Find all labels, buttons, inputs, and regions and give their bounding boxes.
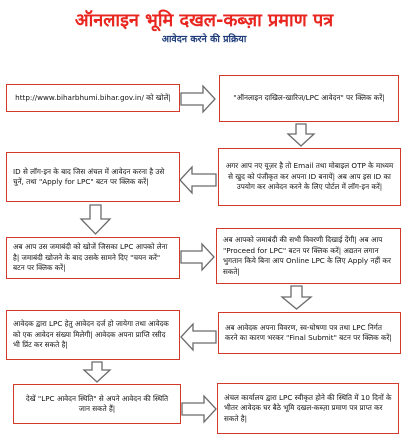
step-9-text: देखें "LPC आवेदन स्थिति" से अपने आवेदन की स्थिति जान सकते हैं| (25, 393, 169, 413)
arrow-down-6 (282, 286, 311, 309)
arrow-down-2 (288, 124, 314, 146)
page-title: ऑनलाइन भूमि दखल-कब्ज़ा प्रमाण पत्र (74, 10, 334, 31)
arrow-right-9 (182, 396, 216, 422)
step-2-text: "ऑनलाइन दाखिल-खारिज/LPC आवेदन" पर क्लिक करें| (233, 93, 385, 103)
page-subtitle: आवेदन करने की प्रक्रिया (161, 34, 247, 45)
step-4-text: ID से लॉग-इन के बाद जिस अंचल में आवेदन करना है उसे चुनें, तथा "Apply for LPC" बटन पर क्लिक करें| (13, 166, 165, 186)
step-box-4 (6, 152, 180, 202)
step-1-text: http://www.biharbhumi.bihar.gov.in/ को खोलें| (15, 92, 171, 102)
step-5-text: अब आप उस जमाबंदी को खोजें जिसका LPC आपको लेना है| जमाबंदी खोजने के बाद उसके सामने दिए "चयन करें" बटन पर क्लिक करें| (13, 242, 168, 273)
arrow-down-8 (84, 362, 110, 382)
step-10-text: अंचल कार्यालय द्वारा LPC स्वीकृत होने की स्थिति में 10 दिनों के भीतर आवेदक घर बैठे भूमि दखल-कब्ज़ा प्रमाण पत्र प्राप्त कर सकते है| (224, 392, 392, 423)
step-box-10 (217, 383, 399, 434)
arrow-down-4 (81, 205, 110, 234)
step-box-9 (13, 384, 181, 424)
arrow-right-5 (181, 244, 214, 270)
step-box-5 (6, 237, 180, 279)
arrow-left-3 (180, 167, 216, 193)
step-3-text: अगर आप नए यूज़र है तो Email तथा मोबाइल OTP के माध्यम से खुद को पंजीकृत कर अपना ID बनायें| अब आप इस ID का उपयोग कर आवेदन करने के लिए पोर्टल में लॉग-इन करें| (225, 161, 394, 192)
step-box-8 (6, 310, 180, 360)
step-6-text: अब आपको जमाबंदी की सभी विवरणी दिखाई देंगी| अब आप "Proceed for LPC" बटन पर क्लिक करें| अद्यतन लगान भुगतान किये बिना आप Online LPC के लिए Apply नहीं कर सकते| (223, 235, 391, 276)
arrow-left-7 (181, 324, 216, 350)
step-box-3 (218, 148, 401, 206)
step-box-7 (218, 312, 401, 354)
step-8-text: आवेदक द्वारा LPC हेतु आवेदन दर्ज हो जायेगा तथा आवेदक को एक आवेदन संख्या मिलेगी| आवेदक अपना प्राप्ति रसीद भी प्रिंट कर सकते है| (13, 319, 169, 350)
step-7-text: अब आवेदक अपना विवरण, स्व-घोषणा पत्र तथा LPC निर्गत करने का कारण भरकर "Final Submit" बटन पर क्लिक करें| (225, 322, 392, 342)
arrow-right-1 (181, 86, 215, 112)
step-box-2 (219, 75, 399, 122)
step-box-6 (216, 228, 401, 284)
step-box-1 (6, 84, 180, 112)
